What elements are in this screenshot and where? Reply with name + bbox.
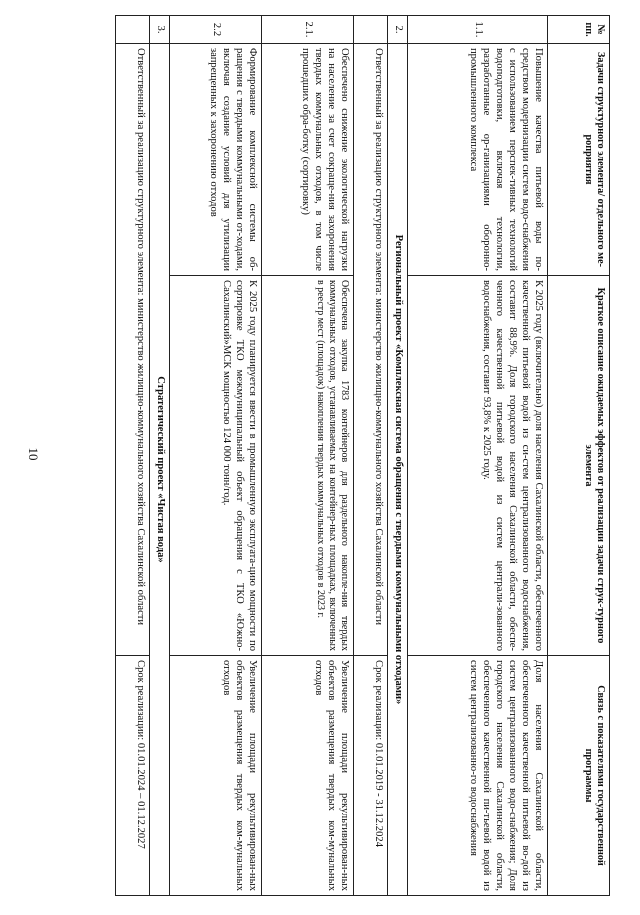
row-2-2-task: Формирование комплексной системы об-ращения с твердыми коммунальными от-ходами, включая создание условий для утилизации запрещенных к захоронению отходов [170,44,262,276]
table-row [388,16,408,896]
row-2-title: Региональный проект «Комплексная система обращения с твердыми коммунальными отходами» [388,44,408,896]
header-num: № пп. [548,16,610,44]
header-task: Задачи структурного элемента/ отдельного ме-роприятия [548,44,610,276]
row-2-num: 2. [388,16,408,44]
table-header-row [548,16,610,896]
row-2-2-num: 2.2 [170,16,262,44]
page-number: 10 [26,447,41,461]
row-3-term: Срок реализации: 01.01.2024 – 01.12.2027 [116,656,150,896]
header-effects: Краткое описание ожидаемых эффектов от реализации задачи струк-турного элемента [548,276,610,656]
table-row [116,16,150,896]
row-2-term: Срок реализации: 01.01.2019 - 31.12.2024 [354,656,388,896]
table-row [354,16,388,896]
table-row [262,16,354,896]
row-2-1-effects: Обеспечена закупка 1783 контейнеров для раздельного накопле-ния твердых коммунальных отходов, устанавливаемых на контейнер-ных площадках, включенных в реестр мест (площадок) накопления твердых коммунальных отходов в 2023 г. [262,276,354,656]
row-3-title: Стратегический проект «Чистая вода» [150,44,170,896]
row-2-responsible: Ответственный за реализацию структурного элемента: министерство жилищно-коммунального хозяйства Сахалинской области [354,44,388,656]
row-2-1-task: Обеспечено снижение экологической нагрузки на население за счет сокраще-ния захоронения твердых коммунальных отходов, в том числе прошедших обра-ботку (сортировку) [262,44,354,276]
row-2-2-effects: К 2025 году планируется ввести в промышленную эксплуата-цию мощности по сортировке ТКО межмуниципальный объект обращения с ТКО «Южно-Сахалинский»МСК мощностью 124 000 тонн/год. [170,276,262,656]
row-2-1-num: 2.1. [262,16,354,44]
program-table [115,15,610,896]
table-row [408,16,548,896]
row-1-1-num: 1.1. [408,16,548,44]
table-row [150,16,170,896]
row-2-2-link: Увеличение площади рекультивирован-ных объектов размещения твердых ком-мунальных отходов [170,656,262,896]
header-link: Связь с показателями государственной программы [548,656,610,896]
row-1-1-link: Доля населения Сахалинской области, обеспеченного качественной питьевой во-дой из систем централизованного водо-снабжения; Доля городского населения Сахалинской области, обеспеченного качественной пи-тьевой водой из систем централизованно-го водоснабжения [408,656,548,896]
row-1-1-task: Повышение качества питьевой воды по-средством модернизации систем водо-снабжения с использованием перспек-тивных технологий водоподготовки, включая технологии, разработанные ор-ганизациями оборонно-промышленного комплекса [408,44,548,276]
table-row [170,16,262,896]
row-3-num: 3. [150,16,170,44]
row-2-1-link: Увеличение площади рекультивирован-ных объектов размещения твердых ком-мунальных отходов [262,656,354,896]
row-3-responsible: Ответственный за реализацию структурного элемента: министерство жилищно-коммунального хозяйства Сахалинской области [116,44,150,656]
rotated-table-wrapper [70,15,610,895]
row-1-1-effects: К 2025 году (включительно) доля населения Сахалинской области, обеспеченного качественной питьевой водой из си-стем централизованного водоснабжения, составит 88,9%. Доля городского населения Сахалинской области, обеспе-ченного качественной питьевой водой из систем централи-зованного водоснабжения, составит 93,8% к 2025 году. [408,276,548,656]
